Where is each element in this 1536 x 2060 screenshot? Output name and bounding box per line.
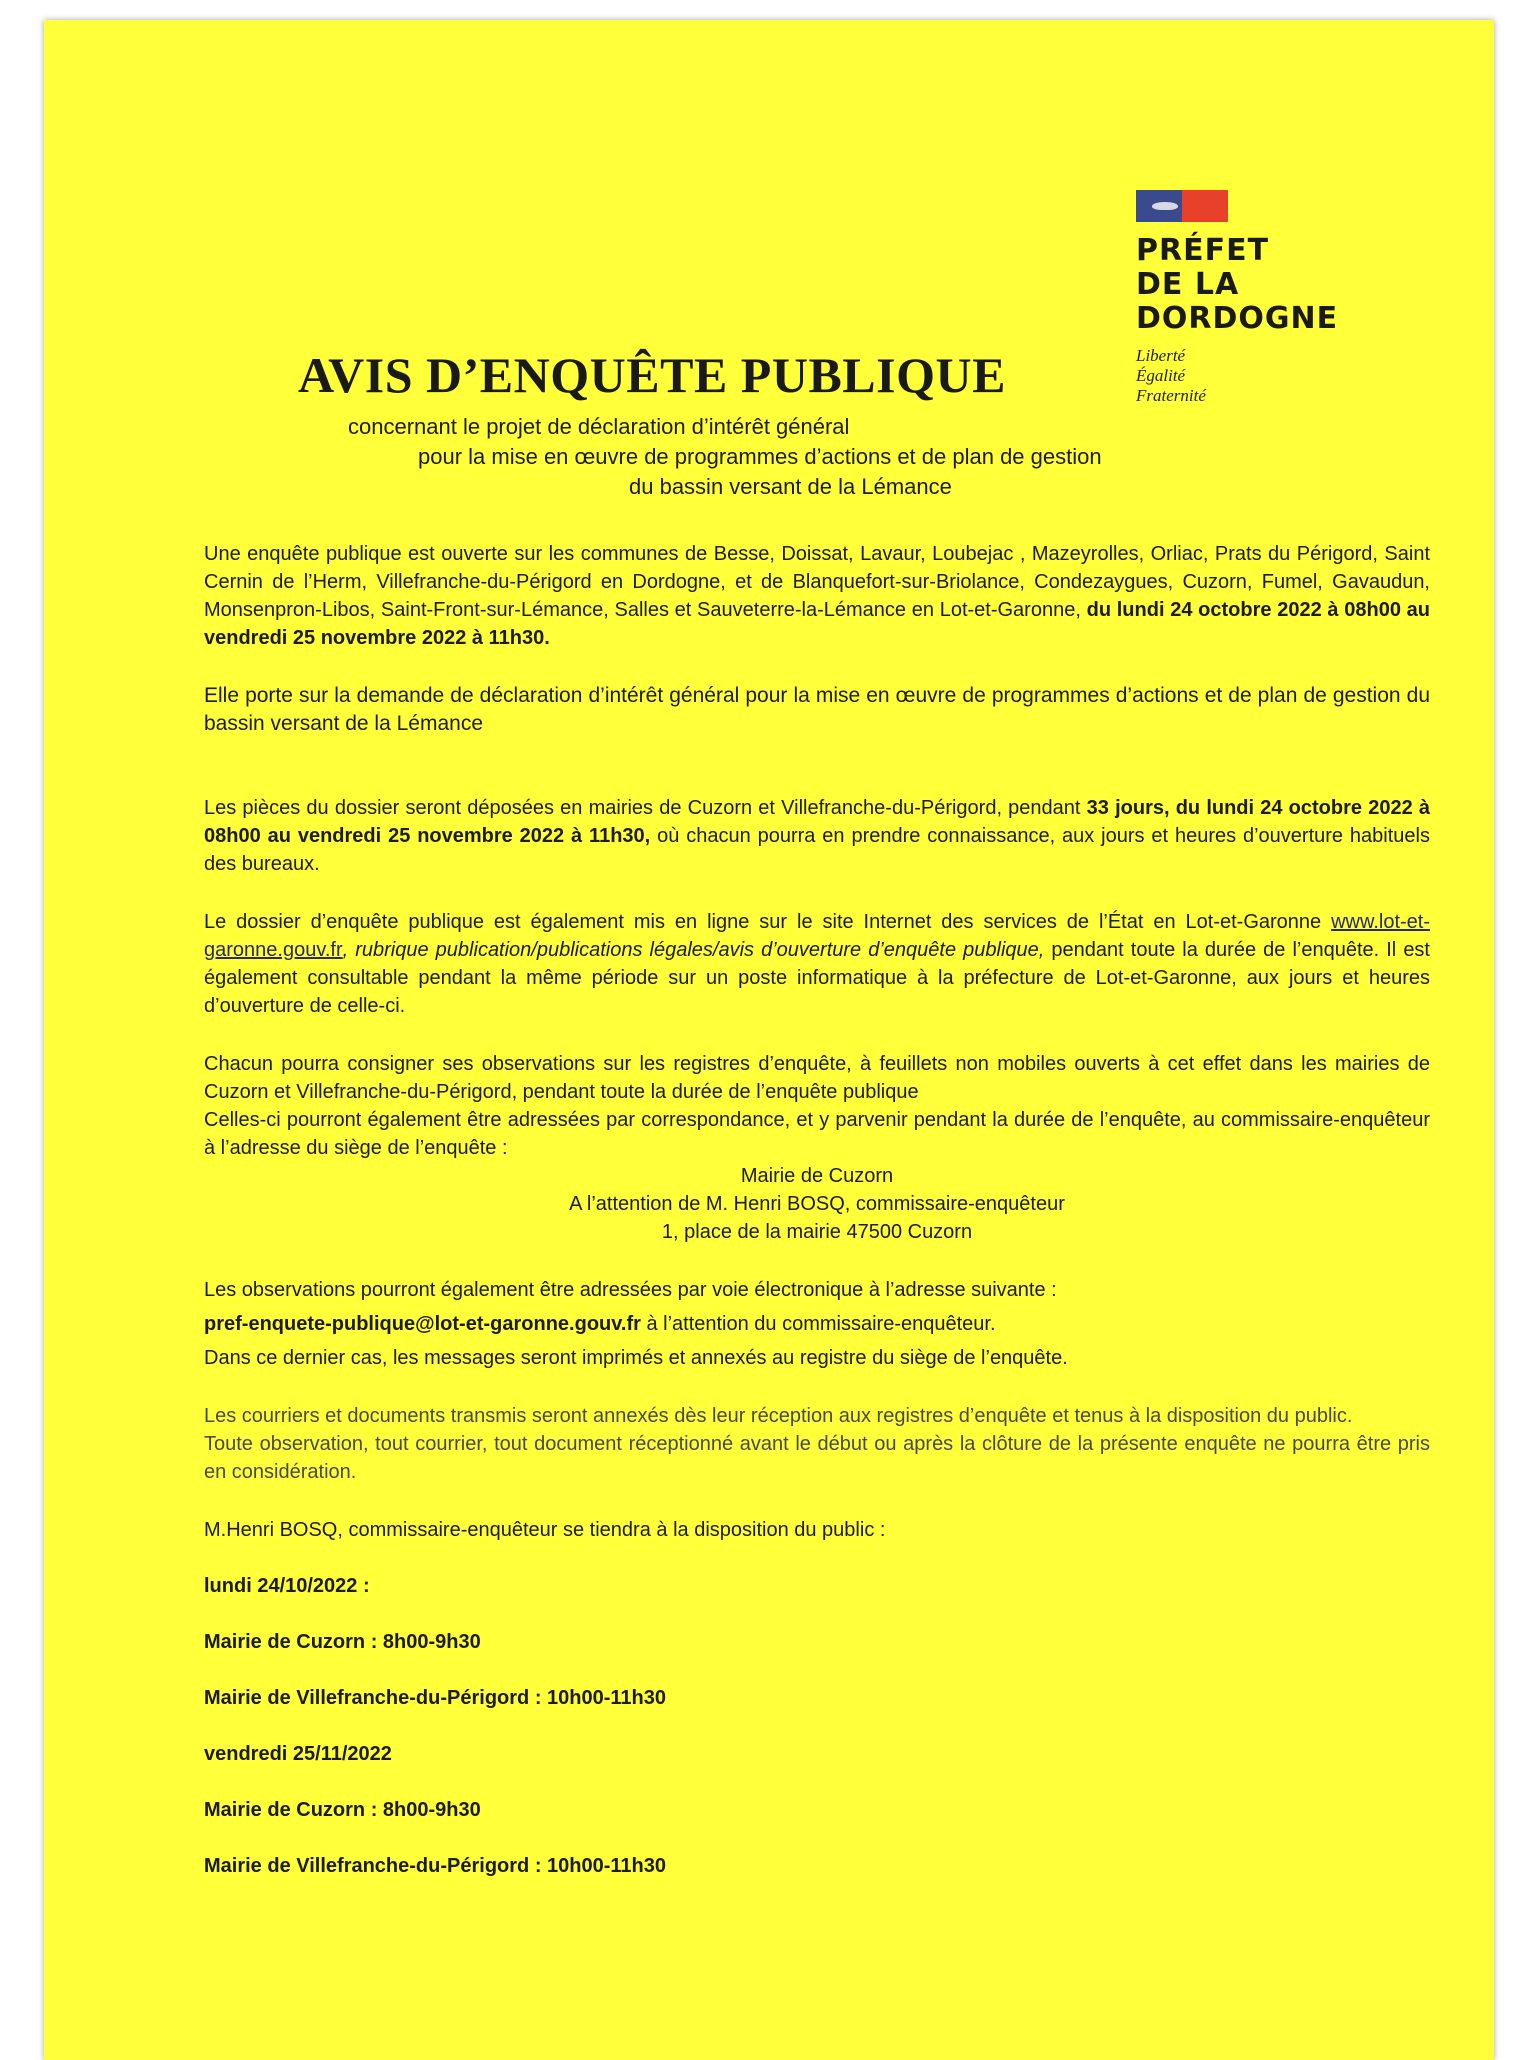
paragraph-dossier: Les pièces du dossier seront déposées en mairies de Cuzorn et Villefranche-du-Périgord, pendant 33 jours, du lundi 24 octobre 2022 à 08h00 au vendredi 25 novembre 2022 à 11h30, où chacun pourra en prendre connaissance, aux jours et heures d’ouverture habituels des bureaux. (204, 797, 1430, 875)
address-line: A l’attention de M. Henri BOSQ, commissaire-enquêteur (569, 1193, 1065, 1215)
marianne-flag-icon (1136, 190, 1228, 222)
paragraph-availability: M.Henri BOSQ, commissaire-enquêteur se tiendra à la disposition du public : (204, 1519, 886, 1541)
paragraph-subject: Elle porte sur la demande de déclaration d’intérêt général pour la mise en œuvre de programmes d’actions et de plan de gestion du bassin versant de la Lémance (204, 684, 1430, 735)
paragraph-email: pref-enquete-publique@lot-et-garonne.gouv.fr à l’attention du commissaire-enquêteur. (204, 1313, 996, 1335)
paragraph-documents: Les courriers et documents transmis seront annexés dès leur réception aux registres d’enquête et tenus à la disposition du public. (204, 1405, 1353, 1427)
notice-subtitle: concernant le projet de déclaration d’intérêt général pour la mise en œuvre de programmes d’actions et de plan de gestion du bassin versant de la Lémance (348, 414, 1102, 499)
republic-motto: Liberté Égalité Fraternité (1136, 346, 1206, 405)
paragraph-consideration: Toute observation, tout courrier, tout document réceptionné avant le début ou après la clôture de la présente enquête ne pourra être pris en considération. (204, 1433, 1430, 1483)
schedule-slot: Mairie de Villefranche-du-Périgord : 10h00-11h30 (204, 1855, 667, 1877)
paragraph-communes: Une enquête publique est ouverte sur les communes de Besse, Doissat, Lavaur, Loubejac , Mazeyrolles, Orliac, Prats du Périgord, Saint Cernin de l’Herm, Villefranche-du-Périgord en Dordogne, et de Blanquefort-sur-Briolance, Condezaygues, Cuzorn, Fumel, Gavaudun, Monsenpron-Libos, Saint-Front-sur-Lémance, Salles et Sauveterre-la-Lémance en Lot-et-Garonne, du lundi 24 octobre 2022 à 08h00 au vendredi 25 novembre 2022 à 11h30. (204, 543, 1430, 649)
schedule-slot: Mairie de Cuzorn : 8h00-9h30 (204, 1631, 481, 1653)
schedule-day: lundi 24/10/2022 : (204, 1575, 370, 1597)
paragraph-electronic: Les observations pourront également être adressées par voie électronique à l’adresse suivante : (204, 1279, 1057, 1301)
address-line: 1, place de la mairie 47500 Cuzorn (661, 1221, 973, 1243)
paragraph-correspondence: Celles-ci pourront également être adressées par correspondance, et y parvenir pendant la durée de l’enquête, au commissaire-enquêteur à l’adresse du siège de l’enquête : (204, 1109, 1430, 1159)
website-link[interactable]: www.lot-et-garonne.gouv.fr (204, 911, 1430, 961)
email-link[interactable]: pref-enquete-publique@lot-et-garonne.gouv.fr (204, 1313, 641, 1335)
prefecture-logo (1136, 190, 1376, 406)
prefecture-name: PRÉFET DE LA DORDOGNE (1136, 233, 1339, 336)
address-line: Mairie de Cuzorn (740, 1165, 894, 1187)
schedule-slot: Mairie de Villefranche-du-Périgord : 10h00-11h30 (204, 1687, 667, 1709)
notice-title: AVIS D’ENQUÊTE PUBLIQUE (298, 347, 1006, 403)
notice-body (204, 540, 1430, 1880)
paragraph-observations: Chacun pourra consigner ses observations sur les registres d’enquête, à feuillets non mobiles ouverts à cet effet dans les mairies de Cuzorn et Villefranche-du-Périgord, pendant toute la durée de l’enquête publique (204, 1053, 1430, 1103)
paragraph-online: Le dossier d’enquête publique est également mis en ligne sur le site Internet des services de l’État en Lot-et-Garonne www.lot-et-garonne.gouv.fr, rubrique publication/publications légales/avis d’ouverture d’enquête publique, pendant toute la durée de l’enquête. Il est également consultable pendant la même période sur un poste informatique à la préfecture de Lot-et-Garonne, aux jours et heures d’ouverture de celle-ci. (204, 911, 1430, 1017)
paragraph-printed: Dans ce dernier cas, les messages seront imprimés et annexés au registre du siège de l’enquête. (204, 1347, 1068, 1369)
notice-sheet (44, 20, 1494, 2060)
schedule-day: vendredi 25/11/2022 (204, 1743, 392, 1765)
schedule-slot: Mairie de Cuzorn : 8h00-9h30 (204, 1799, 481, 1821)
